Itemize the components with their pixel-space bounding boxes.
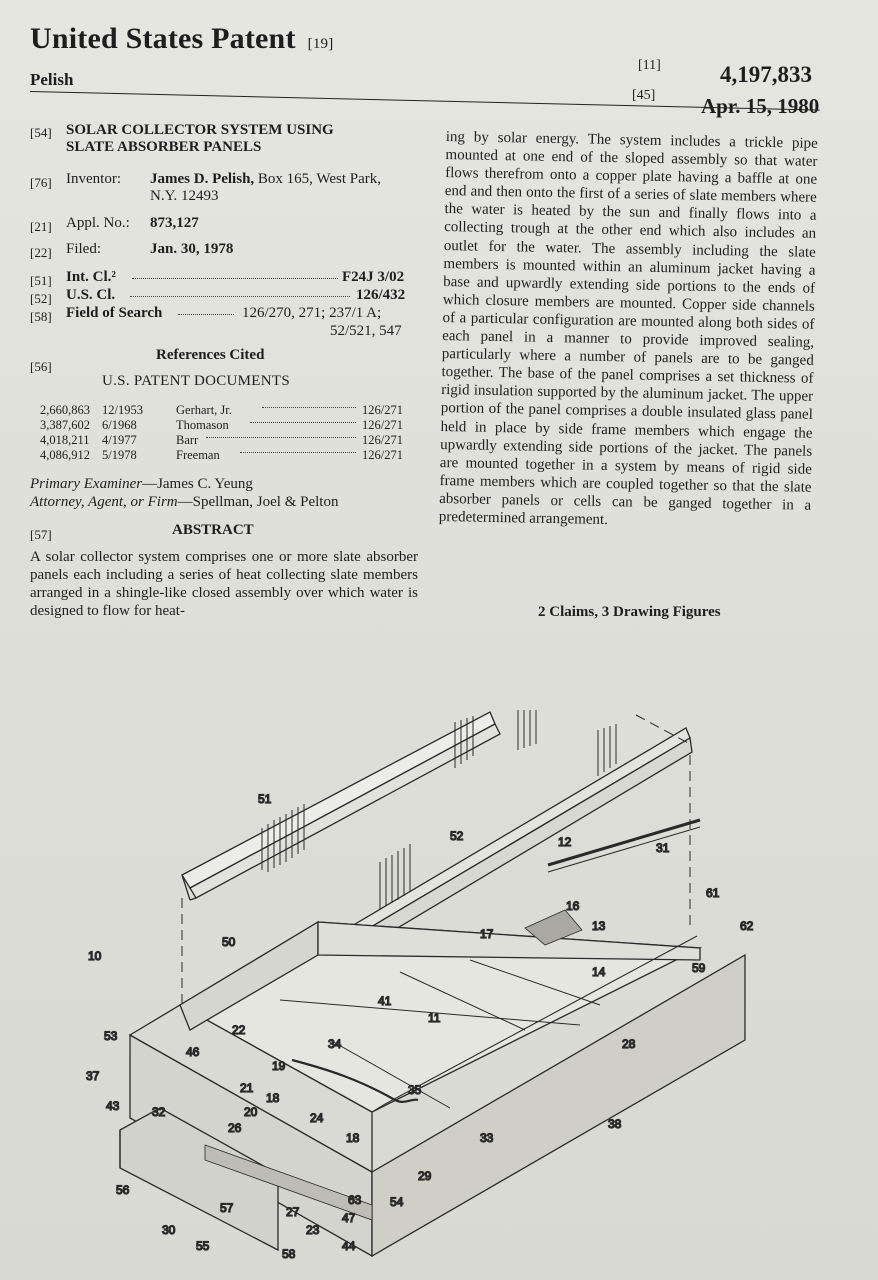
fig-label: 13 [592,919,606,933]
biblio-section [30,124,440,604]
fig-label: 18 [266,1091,280,1105]
patent-drawing [0,660,878,1280]
fig-label: 18 [346,1131,360,1145]
fig-label: 57 [220,1201,234,1215]
cite-number: 4,086,912 [40,448,90,462]
fig-label: 43 [106,1099,120,1113]
fig-label: 22 [232,1023,246,1037]
table-row [40,448,420,463]
fig-label: 54 [390,1195,404,1209]
uscl-dots [130,287,350,305]
cite-number: 2,660,863 [40,403,90,417]
fig-label: 41 [378,994,392,1008]
abstract-right-text: ing by solar energy. The system includes a trickle pipe mounted at one end of the sloped assembly so that water flows therefrom onto a copper plate having a baffle at one end and then onto the first of a series of slate members where the water is heated by the sun and finally flows into a collecting trough at the other end which also includes an outlet for the water. The assembly including the slate members is mounted within an aluminum jacket having a base and upwardly extending side portions to the ends of which closure members are mounted. Copper side channels of a particular configuration are mounted along both sides of each panel in a manner to provide improved sealing, particularly where a number of panels are to be ganged together. The base of the panel comprises a set thickness of rigid insulation supported by the aluminum jacket. The upper portion of the panel comprises a double insulated glass panel held in place by side frame members which engage the upwardly extending side portions of the jacket. The panels are mounted together in a system by means of rigid side frame members which are coupled together so that the slate absorber panels or cells can be ganged together in a predetermined arrangement. [438,128,818,529]
attorney: Attorney, Agent, or Firm—Spellman, Joel & Pelton [30,494,339,510]
fig-label: 32 [152,1105,166,1119]
intcl-dots [132,269,338,287]
abstract-code: [57] [30,527,52,542]
fig-label: 26 [228,1121,242,1135]
cite-date: 4/1977 [102,433,137,447]
fig-label: 23 [306,1223,320,1237]
cite-number: 4,018,211 [40,433,90,447]
table-row [40,433,420,448]
fig-label: 55 [196,1239,210,1253]
fig-label: 27 [286,1205,300,1219]
filed-code: [22] [30,245,52,260]
fig-label: 53 [104,1029,118,1043]
fig-label: 20 [244,1105,258,1119]
date-code: [45] [632,88,656,103]
fig-label: 34 [328,1037,342,1051]
cite-class: 126/271 [362,403,403,417]
cite-date: 5/1978 [102,448,137,462]
title-code: [19] [307,36,334,52]
cite-name: Gerhart, Jr. [176,403,232,417]
inventor-surname: Pelish [30,70,74,89]
fig-label: 38 [608,1117,622,1131]
field-dots [178,305,234,323]
inventor-code: [76] [30,175,52,190]
references-subheading: U.S. PATENT DOCUMENTS [102,373,290,389]
cite-name: Freeman [176,448,220,462]
patent-number: 4,197,833 [720,62,812,87]
field-value-line1: 126/270, 271; 237/1 A; [242,305,382,321]
field-code: [58] [30,309,52,324]
appl-value: 873,127 [150,215,199,231]
fig-label: 47 [342,1211,356,1225]
appl-label: Appl. No.: [66,215,130,231]
fig-label: 59 [692,961,706,975]
uscl-code: [52] [30,291,52,306]
references-code: [56] [30,359,52,374]
claims-line: 2 Claims, 3 Drawing Figures [538,604,721,620]
fig-label: 21 [240,1081,254,1095]
fig-label: 50 [222,935,236,949]
fig-label: 11 [428,1011,441,1025]
fig-label: 58 [282,1247,296,1261]
solar-collector-drawing [0,660,878,1280]
filed-value: Jan. 30, 1978 [150,241,234,257]
cite-class: 126/271 [362,448,403,462]
cite-number: 3,387,602 [40,418,90,432]
fig-label: 62 [740,919,754,933]
cite-name: Barr [176,433,199,447]
uscl-value: 126/432 [356,287,406,303]
fig-label: 12 [558,835,572,849]
fig-label: 17 [480,927,494,941]
uscl-label: U.S. Cl. [66,287,116,303]
fig-label: 29 [418,1169,432,1183]
fig-label: 61 [706,886,720,900]
field-value-line2: 52/521, 547 [330,323,402,339]
cite-name: Thomason [176,418,229,432]
patent-date: Apr. 15, 1980 [701,94,820,118]
abstract-left-text: A solar collector system comprises one or more slate absorber panels each including a series of heat collecting slate members arranged in a shingle-like closed assembly over which water is designed to flow for heat- [30,549,418,619]
patent-number-code: [11] [638,58,661,73]
fig-label: 14 [592,965,606,979]
fig-label: 44 [342,1239,356,1253]
title-field: [54] [30,125,52,140]
fig-label: 51 [258,792,272,806]
inventor-line2: N.Y. 12493 [150,188,219,204]
fig-label: 31 [656,841,670,855]
intcl-code: [51] [30,273,52,288]
intcl-label: Int. Cl.² [66,269,116,285]
filed-label: Filed: [66,241,102,257]
cite-class: 126/271 [362,433,403,447]
cite-class: 126/271 [362,418,403,432]
fig-label: 10 [88,949,102,963]
fig-label: 37 [86,1069,100,1083]
fig-label: 33 [480,1131,494,1145]
field-label: Field of Search [66,305,163,321]
cite-date: 12/1953 [102,403,143,417]
fig-label: 19 [272,1059,286,1073]
fig-label: 35 [408,1083,422,1097]
table-row [40,418,420,433]
fig-label: 24 [310,1111,324,1125]
invention-title-line2: SLATE ABSORBER PANELS [66,139,262,155]
table-row [40,403,420,418]
fig-label: 56 [116,1183,130,1197]
cite-date: 6/1968 [102,418,137,432]
patent-title: United States Patent [19] [30,22,334,55]
primary-examiner: Primary Examiner—James C. Yeung [30,476,253,492]
inventor-label: Inventor: [66,171,121,187]
fig-label: 16 [566,899,580,913]
fig-label: 63 [348,1193,362,1207]
invention-title-line1: SOLAR COLLECTOR SYSTEM USING [66,122,334,138]
appl-code: [21] [30,219,52,234]
fig-label: 30 [162,1223,176,1237]
abstract-heading: ABSTRACT [172,522,254,538]
citation-table [40,403,420,463]
references-heading: References Cited [156,347,265,363]
fig-label: 28 [622,1037,636,1051]
intcl-value: F24J 3/02 [342,269,405,285]
fig-label: 52 [450,829,464,843]
inventor-line1: James D. Pelish, Box 165, West Park, [150,171,382,187]
fig-label: 46 [186,1045,200,1059]
